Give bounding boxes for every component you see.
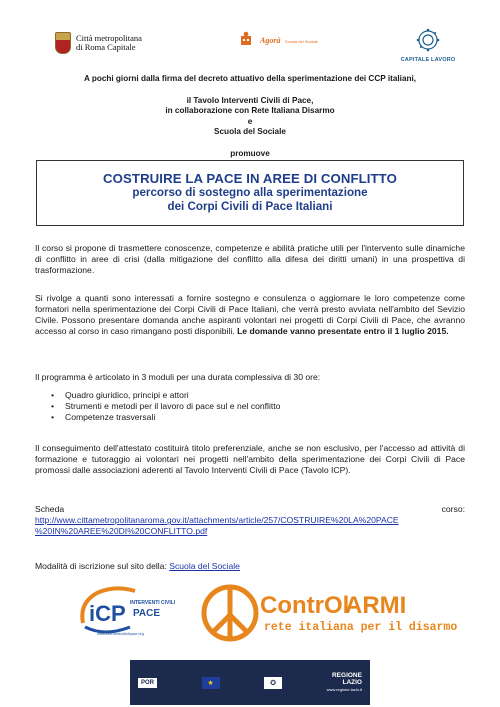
- eu-flag-icon: ★: [202, 677, 220, 689]
- corso-label: corso:: [441, 504, 465, 514]
- capitale-lavoro-mark-icon: [414, 28, 442, 52]
- intro-line5: Scuola del Sociale: [214, 127, 286, 136]
- agora-subtitle: Scuola del Sociale: [284, 39, 318, 44]
- svg-text:iCP: iCP: [89, 601, 126, 626]
- intro-line4: e: [247, 116, 253, 126]
- agora-name: Agorà: [260, 36, 281, 45]
- title-box: [36, 160, 464, 226]
- funding-banner: [130, 660, 370, 705]
- header-logos: [0, 28, 500, 68]
- icp-top-text: INTERVENTI CIVILI: [130, 600, 176, 606]
- crest-icon: [55, 32, 71, 54]
- intro-line1: A pochi giorni dalla firma del decreto attuativo della sperimentazione dei CCP italiani,: [83, 74, 417, 83]
- intro-line6: promuove: [230, 148, 270, 158]
- city-name-line2: di Roma Capitale: [76, 42, 136, 52]
- regione-lazio-logo: [327, 672, 362, 693]
- regione-line2: LAZIO: [342, 679, 362, 686]
- course-sheet: [35, 504, 465, 538]
- city-name-line1: Città metropolitana: [76, 33, 142, 43]
- citta-metropolitana-logo: [55, 32, 142, 54]
- paragraph-target-text: Si rivolge a quanti sono interessati a fornire sostegno e consulenza o aggiornare le loro competenze come formatori nella sperimentazione dei Corpi Civili di Pace Italiani, che verrà presto avviata nell'ambito del Sevizio Civile. Possono presentare domanda anche aspiranti volontari nei progetti di Corpi Civili di Pace, che avranno accesso al corso in caso rimangano posti disponibili.: [35, 293, 465, 337]
- course-subtitle-line1: percorso di sostegno alla sperimentazione: [132, 186, 368, 199]
- paragraph-target: [35, 293, 465, 337]
- list-item: • Strumenti e metodi per il lavoro di pace sul e nel conflitto: [51, 401, 280, 412]
- por-logo: POR: [138, 678, 157, 688]
- course-pdf-link[interactable]: [35, 515, 399, 536]
- module-list: [51, 390, 280, 424]
- icp-url: www.interventicivilidipace.org: [97, 632, 144, 636]
- deadline-text: Le domande vanno presentate entro il 1 luglio 2015.: [237, 326, 449, 337]
- agora-mark-icon: [240, 31, 258, 47]
- course-pdf-link-line2[interactable]: %20IN%20AREE%20DI%20CONFLITTO.pdf: [35, 526, 208, 537]
- list-item: • Competenze trasversali: [51, 412, 280, 423]
- scheda-label: Scheda: [35, 504, 65, 514]
- regione-url: www.regione.lazio.it: [326, 687, 362, 692]
- intro-block: [40, 74, 460, 159]
- control-sub-text: rete italiana per il disarmo: [264, 621, 458, 634]
- intro-line2: il Tavolo Interventi Civili di Pace,: [186, 95, 314, 105]
- control-arm-text: ARMI: [345, 592, 407, 619]
- icp-pace-text: PACE: [133, 608, 161, 619]
- course-subtitle-line2: dei Corpi Civili di Pace Italiani: [167, 200, 333, 213]
- control-text: ContrOl: [260, 592, 350, 619]
- scuola-sociale-link[interactable]: Scuola del Sociale: [169, 561, 240, 571]
- republic-emblem-icon: ✪: [264, 677, 282, 689]
- capitale-lavoro-text: CAPITALE LAVORO: [400, 57, 456, 63]
- list-item: • Quadro giuridico, principi e attori: [51, 390, 280, 401]
- course-pdf-link-line1[interactable]: http://www.cittametropolitanaroma.gov.it/attachments/article/257/COSTRUIRE%20LA%20PACE: [35, 515, 399, 526]
- regione-line1: REGIONE: [331, 672, 362, 679]
- paragraph-program: Il programma è articolato in 3 moduli per una durata complessiva di 30 ore:: [35, 372, 321, 382]
- icp-logo: [75, 583, 180, 638]
- intro-line3: in collaborazione con Rete Italiana Disarmo: [165, 106, 335, 115]
- paragraph-intro: Il corso si propone di trasmettere conoscenze, competenze e abilità pratiche utili per l'intervento sulle dinamiche di conflitto in aree di crisi (dalla mitigazione del conflitto alla difesa dei diritti umani) in una prospettiva di trasformazione.: [35, 243, 465, 276]
- course-title: COSTRUIRE LA PACE IN AREE DI CONFLITTO: [103, 171, 397, 186]
- registration-info: [35, 561, 240, 571]
- registration-text: Modalità di iscrizione sul sito della:: [35, 561, 167, 571]
- capitale-lavoro-logo: [398, 28, 458, 63]
- paragraph-certificate: Il conseguimento dell'attestato costituirà titolo preferenziale, anche se non esclusivo, per l'accesso ad attività di formazione e tutoraggio ai volontari nei progetti nell'ambito della sperimentazione dei Corpi Civili di Pace promossi dalle associazioni aderenti al Tavolo Interventi Civili di Pace (Tavolo ICP).: [35, 443, 465, 476]
- agora-logo: [240, 30, 318, 48]
- controllarmi-logo: [190, 583, 458, 643]
